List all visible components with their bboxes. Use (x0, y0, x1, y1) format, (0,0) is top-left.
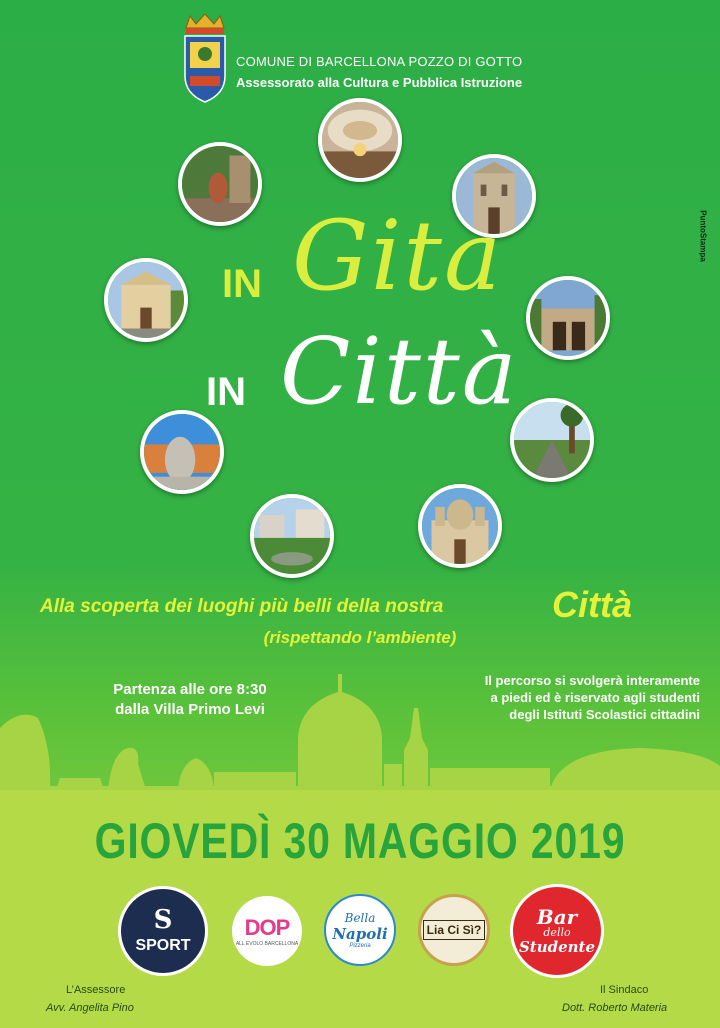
subtitle-highlight: Città (552, 584, 632, 625)
photo-cathedral (418, 484, 502, 568)
departure-info (80, 680, 300, 720)
assessor-role: L’Assessore (66, 984, 126, 996)
photo-ceiling-chandelier (318, 98, 402, 182)
napoli-line-3: Pizzeria (349, 943, 371, 949)
napoli-line-2: Napoli (332, 925, 388, 943)
photo-stone-sculpture (140, 410, 224, 494)
sport-monogram: S (153, 905, 173, 935)
title-in-2: IN (206, 370, 246, 414)
bar-line-1: Bar (536, 905, 578, 929)
dop-label: DOP (244, 915, 290, 940)
photo-chapel (104, 258, 188, 342)
departure-time: Partenza alle ore 8:30 (113, 681, 267, 698)
photo-park-houses (250, 494, 334, 578)
photo-ruined-building (526, 276, 610, 360)
sponsor-bella-napoli-logo (324, 894, 396, 966)
departure-place: dalla Villa Primo Levi (115, 701, 265, 718)
napoli-line-1: Bella (344, 911, 376, 925)
sponsor-lia-ci-si-logo (418, 894, 490, 966)
subtitle: Alla scoperta dei luoghi più belli della nostra (40, 596, 444, 617)
route-info (400, 672, 700, 723)
event-date: GIOVEDÌ 30 MAGGIO 2019 (94, 813, 626, 869)
subtitle-note: (rispettando l’ambiente) (263, 628, 457, 647)
assessor-name: Avv. Angelita Pino (46, 1002, 134, 1014)
sponsor-dop-logo (232, 896, 302, 966)
mayor-name: Dott. Roberto Materia (562, 1002, 668, 1014)
route-line-2: a piedi ed è riservato agli studenti (490, 690, 700, 705)
photo-garden-vase (178, 142, 262, 226)
sponsor-bar-studente-logo (510, 884, 604, 978)
photo-palm-avenue (510, 398, 594, 482)
title-word-citta: Città (280, 318, 519, 425)
bar-line-2: dello (543, 926, 571, 939)
printer-credit: PuntoStampa (698, 210, 708, 262)
mayor-role: Il Sindaco (600, 984, 649, 996)
department-name: Assessorato alla Cultura e Pubblica Istruzione (236, 75, 523, 90)
route-line-1: Il percorso si svolgerà interamente (484, 673, 700, 688)
bar-line-3: Studente (518, 938, 596, 956)
route-line-3: degli Istituti Scolastici cittadini (509, 707, 700, 722)
sponsor-sport-logo (118, 886, 208, 976)
title-in-1: IN (222, 262, 262, 306)
dop-small-text: ALL EVOLO BARCELLONA (235, 941, 299, 947)
title-word-gita: Gita (292, 200, 504, 312)
lia-label: Lia Ci Sì? (423, 920, 486, 940)
municipality-name: COMUNE DI BARCELLONA POZZO DI GOTTO (236, 54, 523, 69)
sport-label: SPORT (135, 937, 191, 954)
municipal-crest-icon (182, 14, 228, 104)
